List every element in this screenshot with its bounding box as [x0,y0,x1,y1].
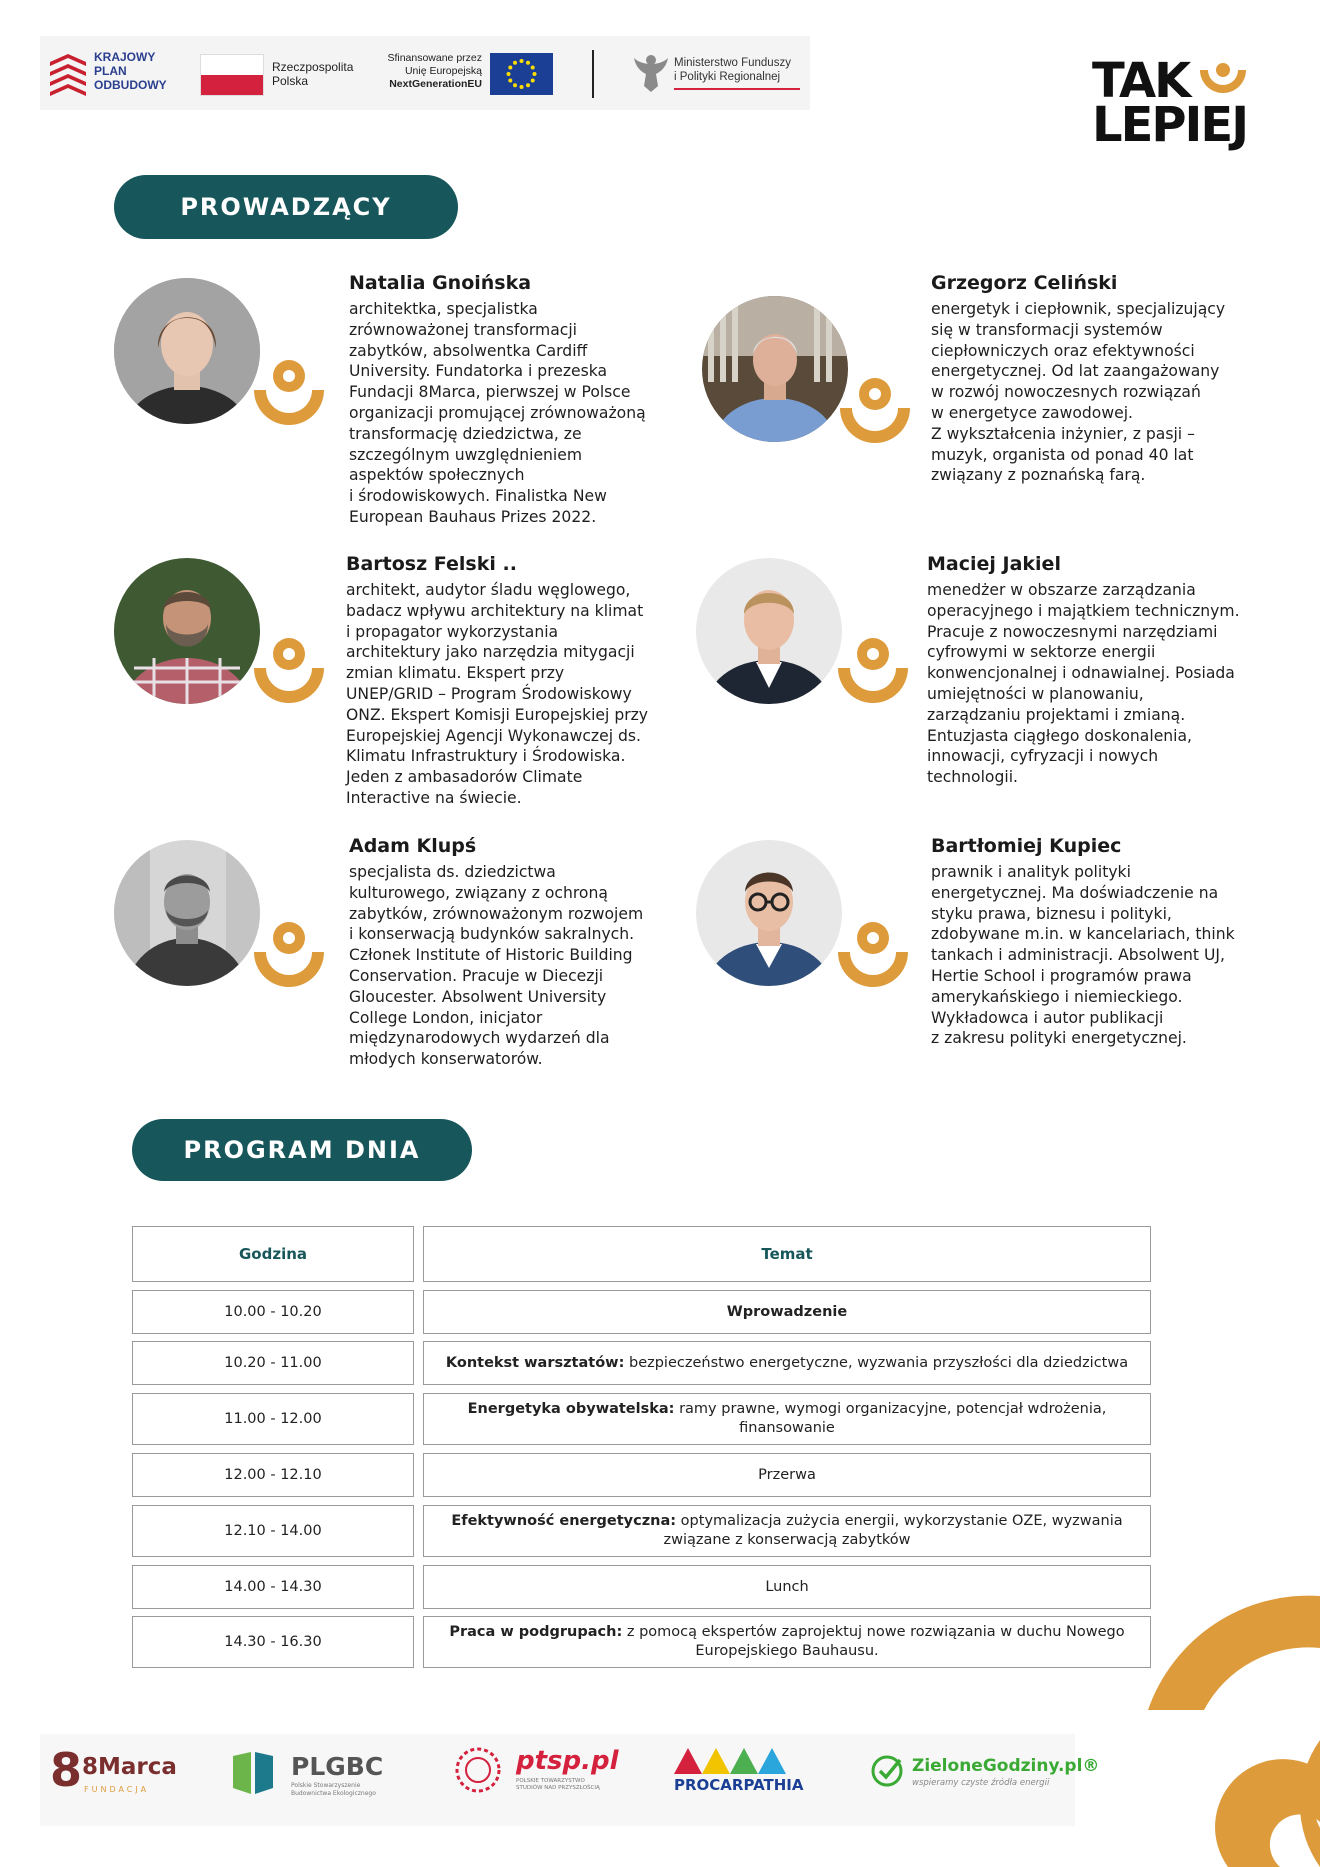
poland-flag [200,54,264,96]
brand-line: TAK [1092,53,1190,109]
partner-sub: FUNDACJA [84,1785,150,1794]
table-cell-time: 14.00 - 14.30 [132,1565,414,1609]
topic-bold: Efektywność energetyczna: [451,1513,677,1529]
partner-name: PLGBC [291,1752,384,1781]
partner-name: PROCARPATHIA [674,1776,804,1794]
table-cell-time: 14.30 - 16.30 [132,1616,414,1668]
table-cell-time: 10.00 - 10.20 [132,1290,414,1334]
section-title-program: PROGRAM DNIA [132,1119,472,1181]
topic-text: z pomocą ekspertów zaprojektuj nowe rozwiązania w duchu Nowego Europejskiego Bauhausu. [622,1624,1125,1659]
eu-line: NextGenerationEU [389,78,482,90]
speaker-name: Bartłomiej Kupiec [931,835,1122,857]
table-header: Temat [423,1226,1151,1282]
rp-line: Polska [272,74,309,88]
kpo-line: PLAN [94,64,127,78]
speaker-ornament-icon [250,628,328,706]
eu-stars-icon [490,53,553,95]
topic-text: Przerwa [758,1466,816,1483]
rp-line: Rzeczpospolita [272,60,354,74]
speaker-photo [696,558,842,704]
speaker-ornament-icon [834,628,912,706]
table-cell-time: 11.00 - 12.00 [132,1393,414,1445]
eu-line: Unię Europejską [404,65,482,77]
topic-text: bezpieczeństwo energetyczne, wyzwania przyszłości dla dziedzictwa [624,1354,1129,1371]
partner-sub: Polskie Stowarzyszenie Budownictwa Ekologicznego [291,1782,376,1797]
speaker-name: Grzegorz Celiński [931,272,1118,294]
partner-logo: 88Marca FUNDACJA [50,1743,177,1797]
ptsp-mark-icon [454,1746,502,1794]
table-cell-time: 12.00 - 12.10 [132,1453,414,1497]
speaker-photo [696,840,842,986]
speaker-bio: architektka, specjalistka zrównoważonej transformacji zabytków, absolwentka Cardiff University. Fundatorka i prezeska Fundacji 8Marca, pierwszej w Polsce organizacji promującej zrównoważoną transformację dziedzictwa, ze szczególnym uwzględnieniem aspektów społecznych i środowiskowych. Finalistka New European Bauhaus Prizes 2022. [349,300,646,526]
topic-bold: Praca w podgrupach: [449,1624,623,1640]
topic-text: optymalizacja zużycia energii, wykorzystanie OZE, wyzwania związane z konserwacją zabytków [663,1513,1123,1548]
partner-name: 8Marca [82,1754,177,1780]
topic-bold: Kontekst warsztatów: [445,1354,625,1371]
speaker-photo [114,840,260,986]
ministry-underline [674,88,800,90]
partner-logo [870,1754,1100,1792]
speaker-bio: architekt, audytor śladu węglowego, badacz wpływu architektury na klimat i propagator wykorzystania architektury jako narzędzia mitygacji zmian klimatu. Ekspert przy UNEP/GRID – Program Środowiskowy ONZ. Ekspert Komisji Europejskiej przy Europejskiej Agencji Wykonawczej ds. Klimatu Infrastruktury i Środowiska. Jeden z ambasadorów Climate Interactive na świecie. [346,581,649,807]
ministry-line: Ministerstwo Funduszy [674,57,791,69]
speaker-ornament-icon [250,350,328,428]
section-title-speakers: PROWADZĄCY [114,175,458,239]
ministry-label [674,56,814,84]
speaker-ornament-icon [834,912,912,990]
table-cell-topic [423,1453,1151,1497]
speaker-photo [114,558,260,704]
table-cell-topic [423,1393,1151,1445]
kpo-line: ODBUDOWY [94,78,167,92]
topic-bold: Energetyka obywatelska: [467,1401,675,1417]
table-cell-topic [423,1290,1151,1334]
partner-logo [231,1750,384,1800]
rp-label [272,60,372,88]
kpo-line: KRAJOWY [94,50,156,64]
speaker-ornament-icon [250,912,328,990]
eu-funding-label [370,52,482,91]
table-cell-topic [423,1565,1151,1609]
topic-bold: Wprowadzenie [726,1303,848,1320]
speaker-photo [114,278,260,424]
topic-text: ramy prawne, wymogi organizacyjne, potencjał wdrożenia, finansowanie [674,1401,1107,1436]
brand-ornament-icon [1198,62,1248,102]
speaker-ornament-icon [836,368,914,446]
decorative-arc-icon [1120,1590,1320,1867]
ministry-line: i Polityki Regionalnej [674,71,781,83]
table-cell-topic [423,1505,1151,1557]
partner-name: ZieloneGodziny.pl® [912,1756,1100,1776]
eagle-emblem-icon [634,52,668,99]
speaker-bio: energetyk i ciepłownik, specjalizujący się w transformacji systemów ciepłowniczych oraz efektywności energetycznej. Od lat zaangażowany w rozwój nowoczesnych rozwiązań w energetyce zawodowej. Z wykształcenia inżynier, z pasji – muzyk, organista od ponad 40 lat związany z poznańską farą. [931,300,1226,485]
kpo-stripes-icon [48,52,88,96]
brand-line: LEPIEJ [1092,97,1248,153]
topic-text: Lunch [765,1578,809,1595]
speaker-bio: prawnik i analityk polityki energetycznej. Ma doświadczenie na styku prawa, biznesu i polityki, zdobywane m.in. w kancelariach, think tankach i administracji. Absolwent UJ, Hertie School i programów prawa amerykańskiego i niemieckiego. Wykładowca i autor publikacji z zakresu polityki energetycznej. [931,863,1235,1048]
table-cell-topic [423,1616,1151,1668]
speaker-name: Bartosz Felski .. [346,553,517,575]
logo-divider [592,50,594,98]
speaker-name: Maciej Jakiel [927,553,1061,575]
tak-lepiej-logo [1092,53,1262,158]
partner-sub: wspieramy czyste źródła energii [912,1778,1050,1788]
eu-line: Sfinansowane przez [387,52,482,64]
table-header: Godzina [132,1226,414,1282]
table-cell-topic [423,1341,1151,1385]
table-cell-time: 10.20 - 11.00 [132,1341,414,1385]
speaker-bio: menedżer w obszarze zarządzania operacyjnego i majątkiem technicznym. Pracuje z nowoczesnymi narzędziami cyfrowymi w sektorze energii konwencjonalnej i odnawialnej. Posiada umiejętności w planowaniu, zarządzaniu projektami i zmianą. Entuzjasta ciągłego doskonalenia, innowacji, cyfryzacji i nowych technologii. [927,581,1240,787]
procarpathia-triangles-icon [674,1748,786,1774]
table-cell-time: 12.10 - 14.00 [132,1505,414,1557]
eu-flag [490,53,553,95]
kpo-logo [48,50,167,101]
partner-name: ptsp.pl [516,1746,619,1776]
check-circle-icon [870,1754,904,1788]
partner-sub: POLSKIE TOWARZYSTWO STUDIÓW NAD PRZYSZŁOŚCIĄ [516,1778,600,1791]
partner-logo [454,1746,619,1798]
speaker-photo [702,296,848,442]
plgbc-mark-icon [231,1750,275,1796]
partner-logo [674,1748,804,1794]
speaker-name: Adam Klupś [349,835,477,857]
speaker-bio: specjalista ds. dziedzictwa kulturowego, związany z ochroną zabytków, zrównoważonym rozwojem i konserwacją budynków sakralnych. Członek Institute of Historic Building Conservation. Pracuje w Diecezji Gloucester. Absolwent University College London, inicjator międzynarodowych wydarzeń dla młodych konserwatorów. [349,863,644,1069]
speaker-name: Natalia Gnoińska [349,272,532,294]
